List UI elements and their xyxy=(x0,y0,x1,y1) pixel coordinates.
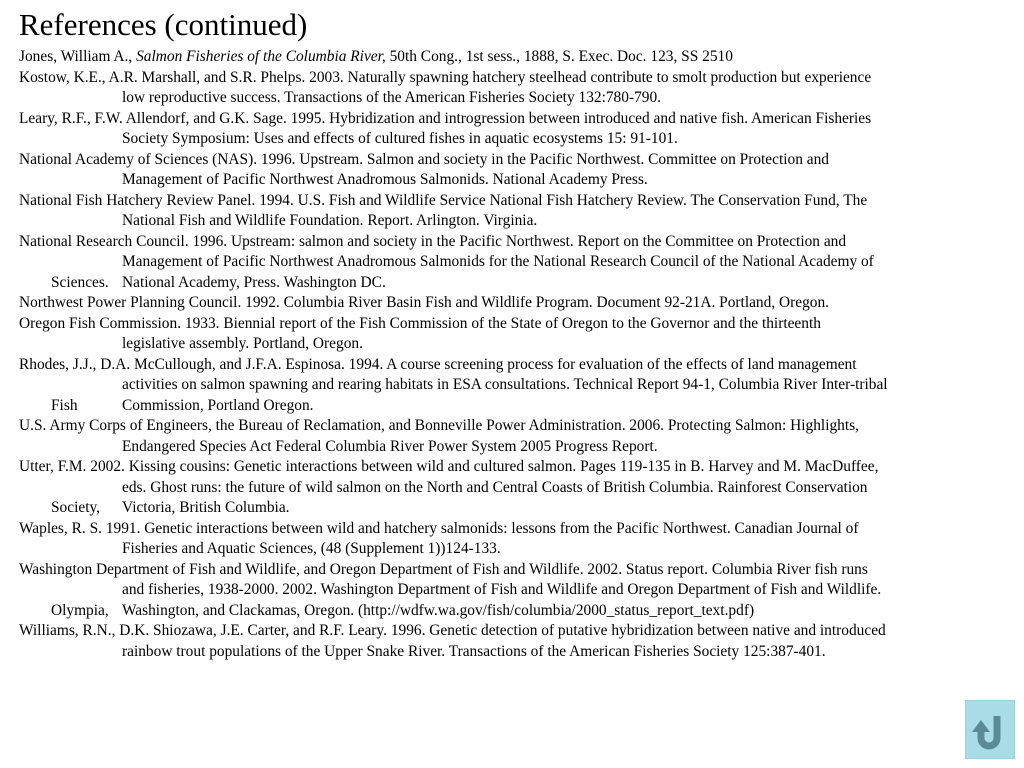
reference-text: Endangered Species Act Federal Columbia River Power System 2005 Progress Report. xyxy=(122,437,658,455)
reference-text: Leary, R.F., F.W. Allendorf, and G.K. Sage. 1995. Hybridization and introgression between introduced and native fish. American Fisheries xyxy=(19,109,872,127)
reference-text: Rhodes, J.J., D.A. McCullough, and J.F.A. Espinosa. 1994. A course screening process for evaluation of the effects of land management xyxy=(19,355,857,373)
reference-text: Kostow, K.E., A.R. Marshall, and S.R. Phelps. 2003. Naturally spawning hatchery steelhead contribute to smolt production but experience xyxy=(19,68,872,86)
reference-text: Northwest Power Planning Council. 1992. Columbia River Basin Fish and Wildlife Program. Document 92-21A. Portland, Oregon. xyxy=(19,294,830,311)
page-title: References (continued) xyxy=(19,7,308,42)
reference-continuation xyxy=(122,580,881,600)
reference-continuation xyxy=(51,498,290,518)
reference-text: National Research Council. 1996. Upstream: salmon and society in the Pacific Northwest. Report on the Committee on Protection and xyxy=(19,232,847,250)
reference-continuation xyxy=(122,170,648,190)
reference-entry xyxy=(19,560,868,580)
reference-text: eds. Ghost runs: the future of wild salmon on the North and Central Coasts of British Columbia. Rainforest Conservation xyxy=(122,478,868,496)
reference-entry xyxy=(19,232,846,252)
reference-text: National Fish Hatchery Review Panel. 1994. U.S. Fish and Wildlife Service National Fish Hatchery Review. The Conservation Fund, The xyxy=(19,191,868,209)
reference-continuation xyxy=(122,539,501,559)
back-button[interactable] xyxy=(965,700,1015,759)
reference-entry xyxy=(19,457,878,477)
reference-wrapped-word: Olympia, xyxy=(51,601,109,619)
reference-continuation xyxy=(122,129,678,149)
reference-entry xyxy=(19,293,829,313)
reference-entry xyxy=(19,191,867,211)
reference-text: low reproductive success. Transactions of the American Fisheries Society 132:780-790. xyxy=(122,89,662,106)
reference-entry xyxy=(19,109,871,129)
reference-text: Williams, R.N., D.K. Shiozawa, J.E. Carter, and R.F. Leary. 1996. Genetic detection of putative hybridization between native and introduced xyxy=(19,622,886,639)
reference-text: Oregon Fish Commission. 1933. Biennial report of the Fish Commission of the State of Oregon to the Governor and the thirteenth xyxy=(19,314,821,332)
reference-wrapped-word: Society, xyxy=(51,499,101,516)
reference-text: Washington, and Clackamas, Oregon. (http://wdfw.wa.gov/fish/columbia/2000_status_report_text.pdf) xyxy=(122,601,755,619)
reference-continuation xyxy=(122,252,874,272)
reference-text: National Academy of Sciences (NAS). 1996. Upstream. Salmon and society in the Pacific Northwest. Committee on Protection and xyxy=(19,150,829,168)
reference-continuation xyxy=(51,273,386,293)
reference-continuation xyxy=(122,375,888,395)
reference-continuation xyxy=(51,396,314,416)
reference-wrapped-word: Sciences. xyxy=(51,273,109,291)
reference-text: rainbow trout populations of the Upper Snake River. Transactions of the American Fisheries Society 125:387-401. xyxy=(122,642,826,660)
reference-text: Society Symposium: Uses and effects of cultured fishes in aquatic ecosystems 15: 91-101. xyxy=(122,130,678,147)
reference-details: 50th Cong., 1st sess., 1888, S. Exec. Doc. 123, SS 2510 xyxy=(385,48,733,65)
reference-continuation xyxy=(122,437,658,457)
reference-continuation xyxy=(122,88,661,108)
u-turn-back-arrow-icon xyxy=(966,701,1014,758)
reference-entry xyxy=(19,621,886,641)
reference-continuation xyxy=(51,601,754,621)
reference-entry xyxy=(19,314,821,334)
reference-text: U.S. Army Corps of Engineers, the Bureau of Reclamation, and Bonneville Power Administration. 2006. Protecting Salmon: Highlights, xyxy=(19,417,859,434)
reference-wrapped-word: Fish xyxy=(51,396,78,414)
reference-italic-title: Salmon Fisheries of the Columbia River, xyxy=(136,48,386,65)
reference-text: legislative assembly. Portland, Oregon. xyxy=(122,335,363,352)
reference-entry xyxy=(19,68,871,88)
reference-text: Management of Pacific Northwest Anadromous Salmonids for the National Research Council of the National Academy of xyxy=(122,253,874,270)
reference-text: National Fish and Wildlife Foundation. Report. Arlington. Virginia. xyxy=(122,212,538,229)
reference-continuation xyxy=(122,642,826,662)
reference-text: Washington Department of Fish and Wildlife, and Oregon Department of Fish and Wildlife. 2002. Status report. Columbia River fish runs xyxy=(19,560,868,578)
reference-text: Utter, F.M. 2002. Kissing cousins: Genetic interactions between wild and cultured salmon. Pages 119-135 in B. Harvey and M. MacDuffee, xyxy=(19,458,879,475)
reference-continuation xyxy=(122,334,363,354)
reference-entry xyxy=(19,150,829,170)
reference-entry xyxy=(19,519,859,539)
reference-continuation xyxy=(122,478,868,498)
reference-text: Waples, R. S. 1991. Genetic interactions between wild and hatchery salmonids: lessons from the Pacific Northwest. Canadian Journal of xyxy=(19,519,859,537)
reference-text: Victoria, British Columbia. xyxy=(122,499,290,516)
reference-text: Management of Pacific Northwest Anadromous Salmonids. National Academy Press. xyxy=(122,171,648,188)
reference-entry xyxy=(19,47,733,67)
reference-entry xyxy=(19,416,859,436)
reference-text: National Academy, Press. Washington DC. xyxy=(122,273,386,291)
reference-continuation xyxy=(122,211,537,231)
reference-text: Commission, Portland Oregon. xyxy=(122,396,314,414)
reference-text: activities on salmon spawning and rearing habitats in ESA consultations. Technical Report 94-1, Columbia River Inter-tribal xyxy=(122,376,888,393)
reference-entry xyxy=(19,355,857,375)
reference-author: Jones, William A., xyxy=(19,48,137,65)
reference-text: Fisheries and Aquatic Sciences, (48 (Supplement 1))124-133. xyxy=(122,540,501,557)
reference-text: and fisheries, 1938-2000. 2002. Washington Department of Fish and Wildlife and Oregon Department of Fish and Wildlife. xyxy=(122,581,882,598)
